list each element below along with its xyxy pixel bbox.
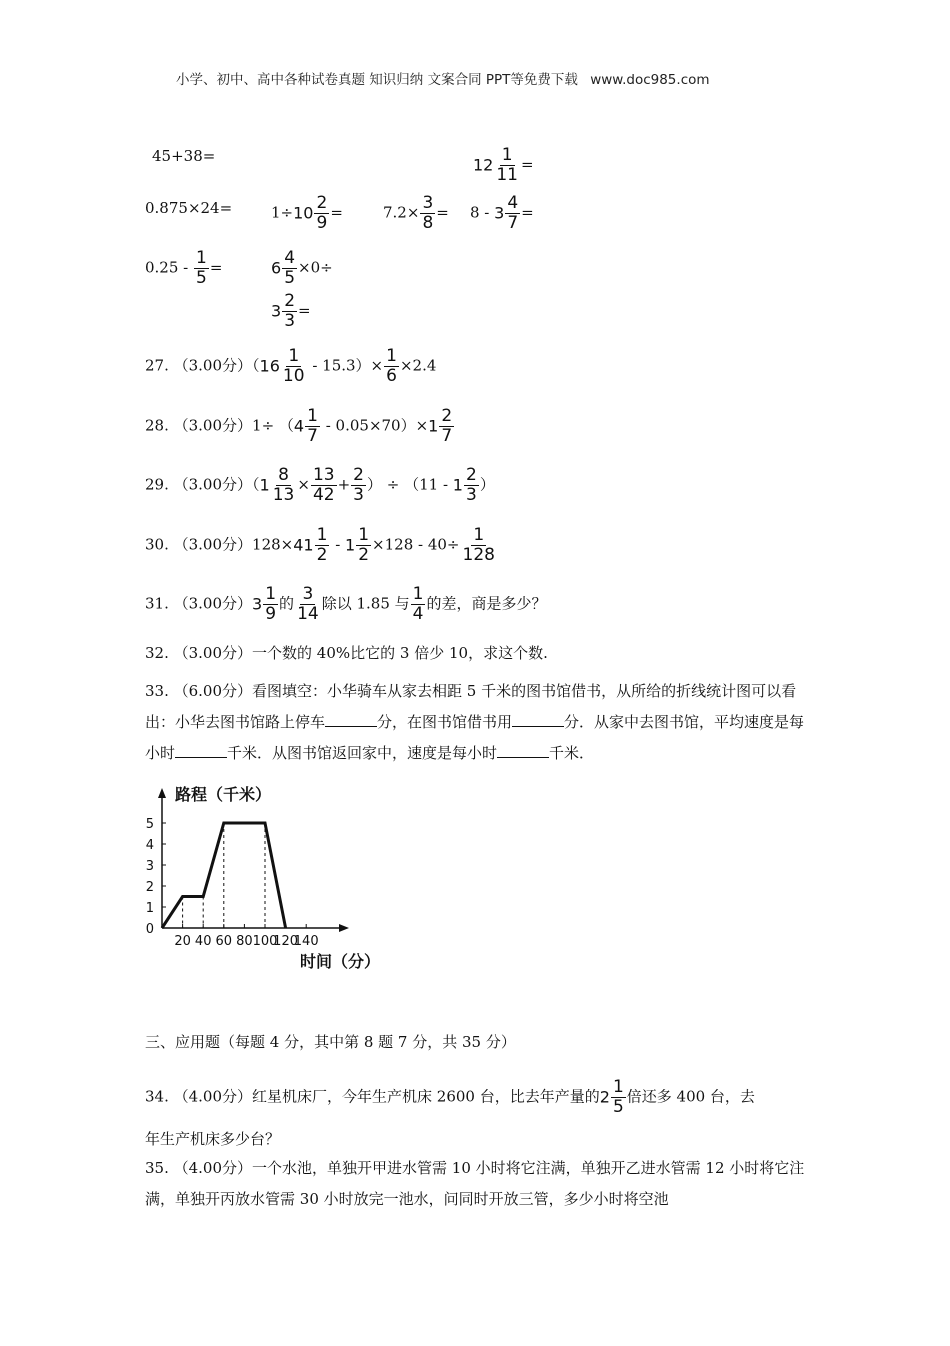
whole: 1 [428, 416, 439, 436]
question-27 [145, 347, 436, 386]
calc-h-whole: 6 [271, 258, 282, 278]
calc-a: 45+38= [152, 147, 216, 165]
numerator: 1 [265, 584, 277, 604]
text: 千米． [549, 744, 595, 762]
calc-i [271, 292, 311, 331]
numerator: 2 [353, 465, 364, 485]
y-tick-label: 4 [145, 838, 154, 853]
calc-h-operators: ×0÷ [298, 258, 333, 277]
calc-e-fraction [420, 194, 435, 233]
question-31 [145, 585, 546, 624]
fraction [315, 526, 330, 565]
calc-b [473, 146, 534, 185]
denominator: 7 [441, 426, 453, 446]
text: 的差，商是多少？ [426, 594, 547, 613]
numerator: 1 [316, 525, 328, 545]
fraction [464, 466, 479, 505]
text: + [337, 475, 351, 494]
calc-f-fraction [505, 194, 520, 233]
question-29 [145, 466, 495, 505]
fraction [295, 585, 321, 624]
calc-g-fraction [194, 249, 209, 288]
numerator: 1 [307, 406, 318, 426]
question-label: 28. （3.00分） [145, 416, 253, 435]
denominator: 7 [507, 213, 519, 233]
question-33 [145, 676, 807, 769]
text: 128× [252, 535, 294, 554]
numerator: 13 [312, 465, 335, 485]
denominator: 14 [297, 604, 319, 624]
y-tick-label: 3 [145, 859, 154, 874]
text: （ [252, 356, 260, 375]
y-tick-label: 1 [145, 901, 154, 916]
x-tick-label: 60 [215, 934, 233, 949]
question-label: 32. （3.00分） [145, 644, 253, 662]
calc-c: 0.875×24= [145, 199, 233, 217]
whole: 4 [293, 416, 305, 436]
calc-b-fraction [494, 146, 520, 185]
y-tick-label: 5 [145, 817, 154, 832]
question-34-continued: 年生产机床多少台？ [145, 1130, 281, 1148]
fraction [411, 585, 426, 624]
whole: 3 [252, 594, 263, 614]
y-tick-label: 0 [145, 922, 154, 937]
denominator: 5 [196, 268, 207, 288]
x-tick-label: 140 [293, 934, 319, 949]
question-35 [145, 1153, 807, 1215]
numerator: 3 [422, 193, 434, 213]
x-tick-label: 100 [252, 934, 278, 949]
denominator: 4 [412, 604, 424, 624]
numerator: 2 [441, 406, 453, 426]
denominator: 8 [422, 213, 434, 233]
question-34 [145, 1078, 755, 1117]
x-tick-label: 20 [174, 934, 191, 949]
fraction [263, 585, 278, 624]
text: × [297, 475, 310, 494]
denominator: 3 [465, 485, 477, 505]
denominator: 10 [282, 366, 305, 386]
question-28 [145, 407, 455, 446]
fraction [611, 1078, 626, 1117]
fraction [281, 347, 307, 386]
denominator: 11 [496, 165, 518, 185]
answer-blank[interactable] [512, 712, 564, 727]
equals: = [521, 203, 534, 222]
x-axis-label: 时间（分） [300, 952, 381, 971]
y-tick-label: 2 [145, 880, 154, 895]
numerator: 1 [288, 346, 300, 366]
equals: = [298, 301, 311, 320]
text: 的 [279, 594, 295, 613]
numerator: 2 [465, 465, 477, 485]
text: （ [252, 475, 260, 494]
page-header [176, 68, 710, 88]
distance-time-chart [130, 780, 390, 980]
fraction [439, 407, 454, 446]
denominator: 3 [284, 311, 296, 331]
numerator: 1 [612, 1077, 624, 1097]
text: ） ÷ （11 - [367, 475, 453, 494]
calc-d-prefix: 1÷ [271, 203, 294, 222]
numerator: 1 [386, 346, 397, 366]
question-label: 34. （4.00分） [145, 1087, 253, 1106]
numerator: 1 [358, 525, 370, 545]
calc-f [470, 194, 534, 233]
denominator: 42 [312, 485, 335, 505]
fraction [356, 526, 371, 565]
text: 千米．从图书馆返回家中，速度是每小时 [227, 744, 498, 762]
calc-e-prefix: 7.2× [383, 203, 420, 222]
text: ） [479, 475, 495, 494]
denominator: 9 [316, 213, 328, 233]
calc-d-whole: 10 [293, 203, 314, 223]
text: - [330, 535, 346, 554]
calc-h [271, 249, 333, 288]
text: ×2.4 [399, 356, 437, 375]
answer-blank[interactable] [325, 712, 377, 727]
text: 倍还多 400 台，去 [626, 1087, 755, 1106]
y-axis-label: 路程（千米） [175, 785, 272, 804]
calc-g-prefix: 0.25 - [145, 258, 194, 277]
x-tick-label: 40 [194, 934, 212, 949]
x-tick-label: 120 [273, 934, 299, 949]
header-text: 小学、初中、高中各种试卷真题 知识归纳 文案合同 PPT等免费下载 [176, 72, 578, 88]
calc-i-whole: 3 [271, 301, 282, 321]
denominator: 9 [265, 604, 277, 624]
fraction [351, 466, 366, 505]
x-axis-arrow [339, 924, 349, 932]
text: - 15.3）× [307, 356, 384, 375]
calc-e [383, 194, 449, 233]
question-label: 35. （4.00分） [145, 1159, 253, 1177]
denominator: 7 [307, 426, 318, 446]
text: 分．从家中去图书馆，平均速度是每小时 [145, 713, 805, 762]
whole: 41 [293, 535, 314, 555]
text: 1÷ （ [252, 416, 294, 435]
question-text: 一个水池，单独开甲进水管需 10 小时将它注满，单独开乙进水管需 12 小时将它注满，单独开丙放水管需 30 小时放完一池水，问同时开放三管，多少小时将空池 [145, 1159, 805, 1208]
answer-blank[interactable] [175, 743, 227, 758]
numerator: 8 [278, 465, 289, 485]
denominator: 2 [358, 545, 370, 565]
numerator: 3 [302, 584, 314, 604]
numerator: 1 [473, 525, 485, 545]
calc-d-fraction [314, 194, 329, 233]
whole: 1 [259, 475, 270, 495]
calc-f-whole: 3 [494, 203, 505, 223]
text: ×128 - 40÷ [372, 535, 460, 554]
calc-h-fraction [282, 249, 297, 288]
whole: 1 [452, 475, 463, 495]
equals: = [436, 203, 449, 222]
denominator: 5 [612, 1097, 624, 1117]
denominator: 5 [284, 268, 296, 288]
text: 分，在图书馆借书用 [377, 713, 513, 731]
numerator: 1 [501, 145, 513, 165]
numerator: 4 [284, 248, 296, 268]
fraction [311, 466, 337, 505]
question-text: 一个数的 40%比它的 3 倍少 10，求这个数. [252, 644, 548, 662]
numerator: 2 [284, 291, 296, 311]
calc-f-prefix: 8 - [470, 203, 495, 222]
fraction [384, 347, 399, 386]
calc-b-whole: 12 [473, 155, 494, 175]
whole: 16 [259, 356, 280, 376]
numerator: 1 [412, 584, 424, 604]
calc-g [145, 249, 222, 288]
denominator: 3 [353, 485, 364, 505]
y-axis-arrow [158, 788, 166, 798]
denominator: 13 [272, 485, 295, 505]
question-label: 33. （6.00分） [145, 682, 253, 700]
denominator: 128 [462, 545, 495, 565]
question-label: 30. （3.00分） [145, 535, 253, 554]
numerator: 2 [316, 193, 328, 213]
numerator: 1 [196, 248, 207, 268]
series-line-distance [162, 823, 286, 928]
question-label: 31. （3.00分） [145, 594, 253, 613]
question-32 [145, 643, 548, 663]
question-label: 27. （3.00分） [145, 356, 253, 375]
text: 除以 1.85 与 [321, 594, 410, 613]
equals: = [330, 203, 343, 222]
calc-i-fraction [282, 292, 297, 331]
text: - 0.05×70）× [320, 416, 429, 435]
calc-d [271, 194, 343, 233]
question-label: 29. （3.00分） [145, 475, 253, 494]
header-site: www.doc985.com [590, 72, 710, 88]
fraction [461, 526, 497, 565]
equals: = [209, 258, 223, 277]
text: 红星机床厂，今年生产机床 2600 台，比去年产量的 [252, 1087, 600, 1106]
denominator: 2 [316, 545, 328, 565]
x-tick-label: 80 [236, 934, 253, 949]
answer-blank[interactable] [497, 743, 549, 758]
numerator: 4 [507, 193, 519, 213]
whole: 1 [345, 535, 356, 555]
whole: 2 [599, 1087, 610, 1107]
fraction [271, 466, 297, 505]
equals: = [521, 155, 534, 174]
text: 看图填空：小华骑车从家去相距 5 千米的图书馆借书，从所给的折线统计图可以看出：小华去图书馆路上停车 [145, 682, 797, 731]
fraction [305, 407, 320, 446]
section-3-title: 三、应用题（每题 4 分，其中第 8 题 7 分，共 35 分） [145, 1033, 516, 1051]
denominator: 6 [386, 366, 397, 386]
question-30 [145, 526, 498, 565]
